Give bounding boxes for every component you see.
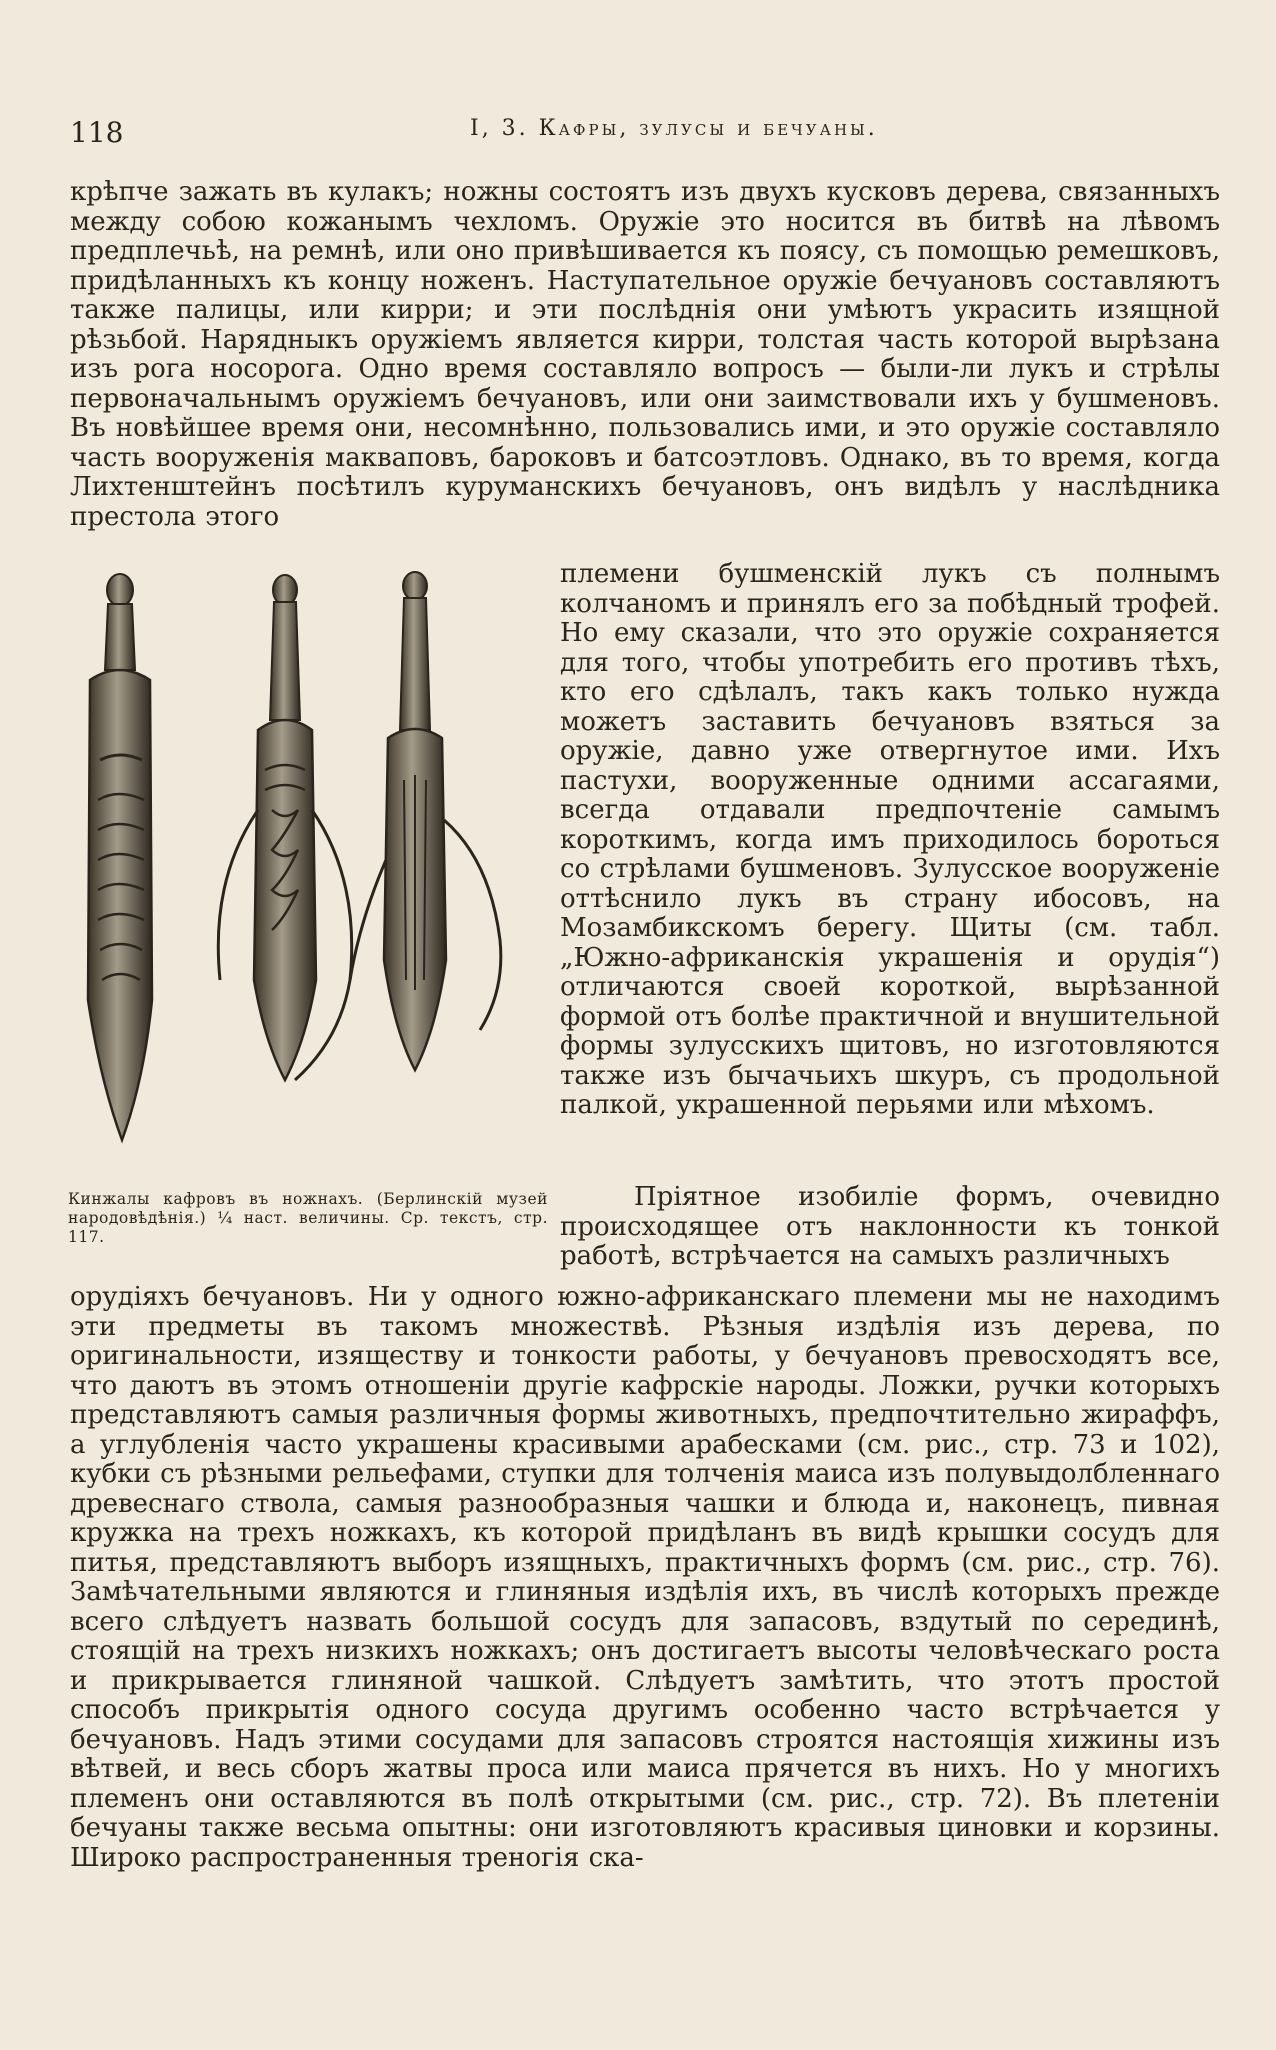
figure-caption: Кинжалы кафровъ въ ножнахъ. (Берлинскій музей народовѣдѣнія.) ¼ наст. величины. Ср. текстъ, стр. 117. <box>68 1190 548 1246</box>
body-paragraph-2: племени бушменскій лукъ съ полнымъ колчаномъ и принялъ его за побѣдный трофей. Но ему сказали, что это оружіе сохраняется для того, чтобы употребить его противъ тѣхъ, кто его сдѣлалъ, такъ какъ только нужда можетъ заставить бечуановъ взяться за оружіе, давно уже отвергнутое ими. Ихъ пастухи, вооруженные одними ассагаями, всегда отдавали предпочтеніе самымъ короткимъ, когда имъ приходилось бороться со стрѣлами бушменовъ. Зулусское вооруженіе оттѣснило лукъ въ страну ибосовъ, на Мозамбикскомъ берегу. Щиты (см. табл. „Южно-африканскія украшенія и орудія“) отличаются своей короткой, вырѣзанной формой отъ болѣе практичной и внушительной формы зулусскихъ щитовъ, но изготовляются также изъ бычачьихъ шкуръ, съ продольной палкой, украшенной перьями или мѣхомъ. <box>560 559 1220 1120</box>
dagger-3 <box>350 572 501 1070</box>
page-header <box>70 116 1220 156</box>
dagger-2 <box>218 575 351 1080</box>
figure-daggers <box>60 560 550 1260</box>
daggers-illustration <box>60 560 550 1180</box>
body-paragraph-3: Пріятное изобиліе формъ, очевидно происходящее отъ наклонности къ тонкой работѣ, встрѣчается на самыхъ различныхъ <box>560 1182 1220 1271</box>
page-number: 118 <box>70 116 124 149</box>
body-paragraph-1: крѣпче зажать въ кулакъ; ножны состоятъ изъ двухъ кусковъ дерева, связанныхъ между собою кожанымъ чехломъ. Оружіе это носится въ битвѣ на лѣвомъ предплечьѣ, на ремнѣ, или оно привѣшивается къ поясу, съ помощью ремешковъ, придѣланныхъ къ концу ноженъ. Наступательное оружіе бечуановъ составляютъ также палицы, или кирри; и эти послѣднія они умѣютъ украсить изящной рѣзьбой. Нарядныкъ оружіемъ является кирри, толстая часть которой вырѣзана изъ рога носорога. Одно время составляло вопросъ — были-ли лукъ и стрѣлы первоначальнымъ оружіемъ бечуановъ, или они заимствовали ихъ у бушменовъ. Въ новѣйшее время они, несомнѣнно, пользовались ими, и это оружіе составляло часть вооруженія макваповъ, бароковъ и батсоэтловъ. Однако, въ то время, когда Лихтенштейнъ посѣтилъ куруманскихъ бечуановъ, онъ видѣлъ у наслѣдника престола этого <box>70 177 1220 532</box>
body-paragraph-4: орудіяхъ бечуановъ. Ни у одного южно-африканскаго племени мы не находимъ эти предметы въ такомъ множествѣ. Рѣзныя издѣлія изъ дерева, по оригинальности, изяществу и тонкости работы, у бечуановъ превосходятъ все, что даютъ въ этомъ отношеніи другіе кафрскіе народы. Ложки, ручки которыхъ представляютъ самыя различныя формы животныхъ, предпочтительно жираффъ, а углубленія часто украшены красивыми арабесками (см. рис., стр. 73 и 102), кубки съ рѣзными рельефами, ступки для толченія маиса изъ полувыдолбленнаго древеснаго ствола, самыя разнообразныя чашки и блюда и, наконецъ, пивная кружка на трехъ ножкахъ, къ которой придѣланъ въ видѣ крышки сосудъ для питья, представляютъ выборъ изящныхъ, практичныхъ формъ (см. рис., стр. 76). Замѣчательными являются и глиняныя издѣлія ихъ, въ числѣ которыхъ прежде всего слѣдуетъ назвать большой сосудъ для запасовъ, вздутый по серединѣ, стоящій на трехъ низкихъ ножкахъ; онъ достигаетъ высоты человѣческаго роста и прикрывается глиняной чашкой. Слѣдуетъ замѣтить, что этотъ простой способъ прикрытія одного сосуда другимъ особенно часто встрѣчается у бечуановъ. Надъ этими сосудами для запасовъ строятся настоящія хижины изъ вѣтвей, и весь сборъ жатвы проса или маиса прячется въ нихъ. Но у многихъ племенъ они оставляются въ полѣ открытыми (см. рис., стр. 72). Въ плетеніи бечуаны также весьма опытны: они изготовляютъ красивыя циновки и корзины. Широко распространенныя треногія ска- <box>70 1282 1220 1873</box>
running-title: I, 3. Кафры, зулусы и бечуаны. <box>470 116 878 141</box>
dagger-1 <box>88 574 152 1140</box>
